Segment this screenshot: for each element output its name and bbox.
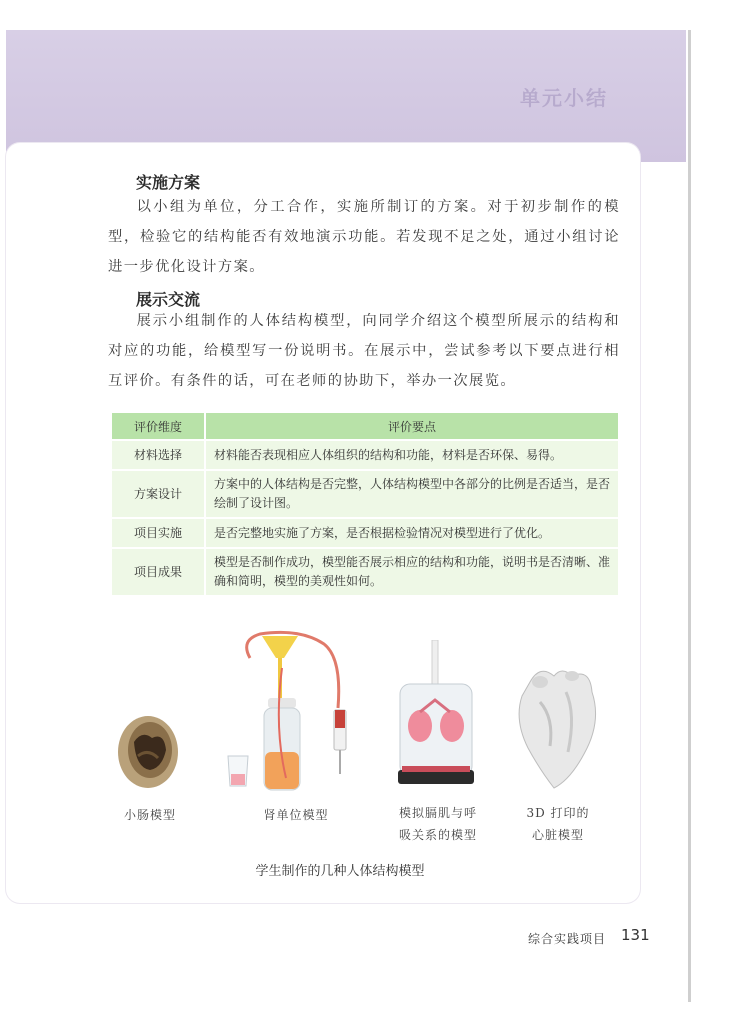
table-header-dimension: 评价维度 xyxy=(112,413,205,440)
figure-caption-heart-line1: 3D 打印的 xyxy=(526,806,590,820)
figure-caption-breathing xyxy=(390,802,486,846)
table-cell-points: 模型是否制作成功，模型能否展示相应的结构和功能，说明书是否清晰、准确和简明，模型的美观性如何。 xyxy=(205,548,618,596)
table-header-row xyxy=(112,413,618,440)
figure-caption-nephron: 肾单位模型 xyxy=(263,808,329,822)
figure-caption-heart-line2: 心脏模型 xyxy=(531,828,584,842)
table-cell-dimension: 项目实施 xyxy=(112,518,205,548)
figure-caption-small-intestine: 小肠模型 xyxy=(123,808,176,822)
table-row xyxy=(112,470,618,518)
section-title-showcase: 展示交流 xyxy=(136,290,201,309)
breathing-model-image xyxy=(394,640,478,790)
heart-model-image xyxy=(510,662,606,792)
figure-group-caption: 学生制作的几种人体结构模型 xyxy=(255,864,425,879)
table-cell-points: 是否完整地实施了方案，是否根据检验情况对模型进行了优化。 xyxy=(205,518,618,548)
small-intestine-model-image xyxy=(112,712,184,792)
section-text-showcase: 展示小组制作的人体结构模型，向同学介绍这个模型所展示的结构和对应的功能，给模型写一份说明书。在展示中，尝试参考以下要点进行相互评价。有条件的话，可在老师的协助下，举办一次展览。 xyxy=(108,313,620,389)
page-edge-rule xyxy=(688,30,691,1002)
figure-caption-heart xyxy=(510,802,606,846)
table-row xyxy=(112,440,618,470)
figure-caption-breathing-line2: 吸关系的模型 xyxy=(398,828,477,842)
table-cell-dimension: 项目成果 xyxy=(112,548,205,596)
table-cell-points: 材料能否表现相应人体组织的结构和功能，材料是否环保、易得。 xyxy=(205,440,618,470)
table-cell-dimension: 方案设计 xyxy=(112,470,205,518)
table-cell-points: 方案中的人体结构是否完整，人体结构模型中各部分的比例是否适当，是否绘制了设计图。 xyxy=(205,470,618,518)
chapter-label: 单元小结 xyxy=(520,86,608,110)
table-row xyxy=(112,548,618,596)
table-header-points: 评价要点 xyxy=(205,413,618,440)
figure-caption-breathing-line1: 模拟膈肌与呼 xyxy=(398,806,477,820)
nephron-model-image xyxy=(220,628,356,796)
table-row xyxy=(112,518,618,548)
table-cell-dimension: 材料选择 xyxy=(112,440,205,470)
section-text-implement: 以小组为单位，分工合作，实施所制订的方案。对于初步制作的模型，检验它的结构能否有效地演示功能。若发现不足之处，通过小组讨论进一步优化设计方案。 xyxy=(108,199,620,275)
page-number: 131 xyxy=(621,926,650,944)
section-title-implement: 实施方案 xyxy=(136,173,201,192)
footer-label: 综合实践项目 xyxy=(528,932,607,946)
evaluation-table xyxy=(112,413,618,597)
